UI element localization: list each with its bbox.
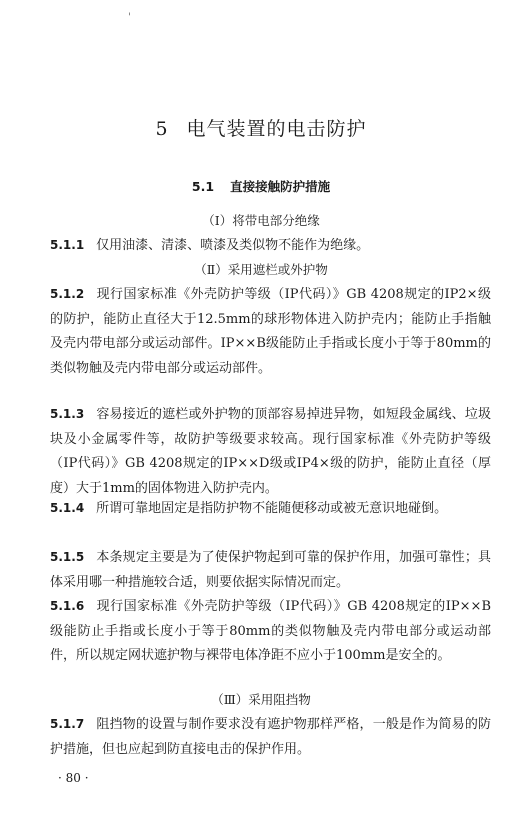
clause-text: 容易接近的遮栏或外护物的顶部容易掉进异物，如短段金属线、垃圾块及小金属零件等，故防护等级要求较高。现行国家标准《外壳防护等级（IP代码）》GB 4208规定的IP××D级或IP4×级的防护，能防止直径（厚度）大于1mm的固体物进入防护壳内。: [50, 407, 491, 496]
clause-number: 5.1.6: [50, 599, 85, 613]
clause-number: 5.1.3: [50, 407, 85, 421]
clause-5-1-3: [50, 402, 491, 501]
chapter-title: [0, 114, 522, 141]
clause-number: 5.1.7: [50, 717, 85, 731]
page-number: · 80 ·: [58, 771, 89, 785]
clause-5-1-4: [50, 496, 491, 522]
subheading-ii: （Ⅱ）采用遮栏或外护物: [194, 262, 328, 277]
chapter-number: 5: [155, 118, 169, 140]
subheading-i: （Ⅰ）将带电部分绝缘: [202, 213, 320, 228]
clause-number: 5.1.2: [50, 287, 85, 301]
section-title: [0, 177, 522, 195]
clause-number: 5.1.4: [50, 501, 85, 515]
clause-text: 仅用油漆、清漆、喷漆及类似物不能作为绝缘。: [96, 238, 370, 253]
clause-text: 阻挡物的设置与制作要求没有遮护物那样严格，一般是作为简易的防护措施，但也应起到防直接电击的保护作用。: [50, 717, 491, 757]
clause-5-1-5: [50, 545, 491, 595]
clause-5-1-6: [50, 594, 491, 669]
clause-number: 5.1.1: [50, 238, 85, 252]
chapter-title-text: 电气装置的电击防护: [186, 118, 367, 140]
clause-5-1-1: [50, 233, 491, 259]
clause-5-1-7: [50, 712, 491, 762]
clause-text: 所谓可靠地固定是指防护物不能随便移动或被无意识地碰倒。: [96, 501, 448, 516]
clause-5-1-2: [50, 282, 491, 381]
section-title-text: 直接接触防护措施: [230, 179, 331, 194]
clause-number: 5.1.5: [50, 550, 85, 564]
subheading-iii: （Ⅲ）采用阻挡物: [211, 692, 311, 707]
clause-text: 现行国家标准《外壳防护等级（IP代码）》GB 4208规定的IP2×级的防护，能防止直径大于12.5mm的球形物体进入防护壳内；能防止手指触及壳内带电部分或运动部件。IP××B级能防止手指或长度小于等于80mm的类似物触及壳内带电部分或运动部件。: [50, 287, 491, 376]
top-mark: ': [128, 12, 131, 23]
clause-text: 本条规定主要是为了使保护物起到可靠的保护作用，加强可靠性；具体采用哪一种措施较合适，则要依据实际情况而定。: [50, 550, 491, 590]
section-number: 5.1: [191, 179, 215, 194]
clause-text: 现行国家标准《外壳防护等级（IP代码）》GB 4208规定的IP××B级能防止手指或长度小于等于80mm的类似物触及壳内带电部分或运动部件，所以规定网状遮护物与裸带电体净距不应小于100mm是安全的。: [50, 599, 491, 663]
